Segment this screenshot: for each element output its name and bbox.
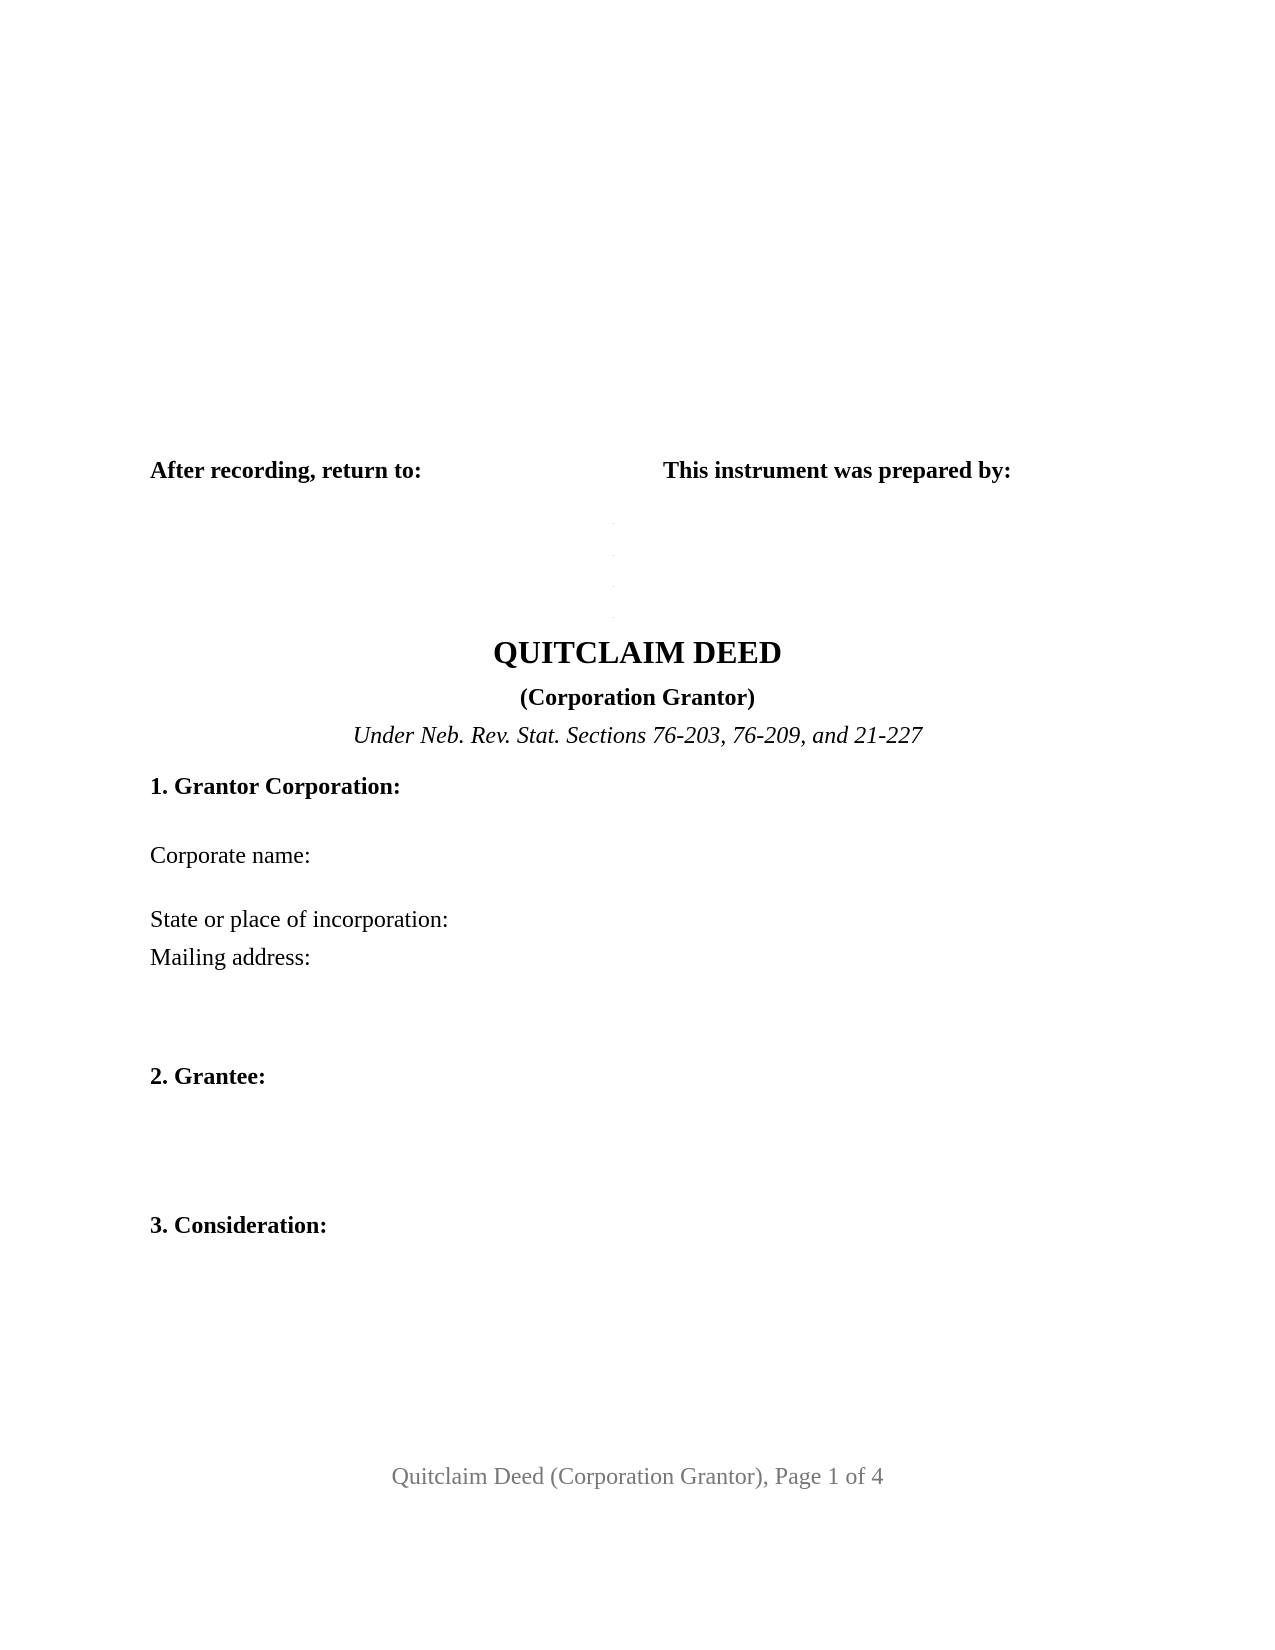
divider-dot — [613, 555, 614, 556]
prepared-by-label: This instrument was prepared by: — [663, 458, 1012, 484]
section-grantee-heading: 2. Grantee: — [150, 1064, 266, 1090]
section-grantor-heading: 1. Grantor Corporation: — [150, 774, 401, 800]
statute-reference: Under Neb. Rev. Stat. Sections 76-203, 76-209, and 21-227 — [352, 723, 923, 749]
incorporation-state-label: State or place of incorporation: — [150, 907, 449, 933]
mailing-address-label: Mailing address: — [150, 945, 311, 971]
document-title: QUITCLAIM DEED — [493, 634, 782, 670]
divider-dot — [613, 586, 614, 587]
document-subtitle: (Corporation Grantor) — [519, 685, 756, 711]
return-to-label: After recording, return to: — [150, 458, 422, 484]
section-consideration-heading: 3. Consideration: — [150, 1213, 328, 1239]
divider-dot — [613, 617, 614, 618]
corporate-name-label: Corporate name: — [150, 843, 311, 869]
page-footer: Quitclaim Deed (Corporation Grantor), Page 1 of 4 — [391, 1464, 884, 1490]
divider-dot — [613, 523, 614, 524]
